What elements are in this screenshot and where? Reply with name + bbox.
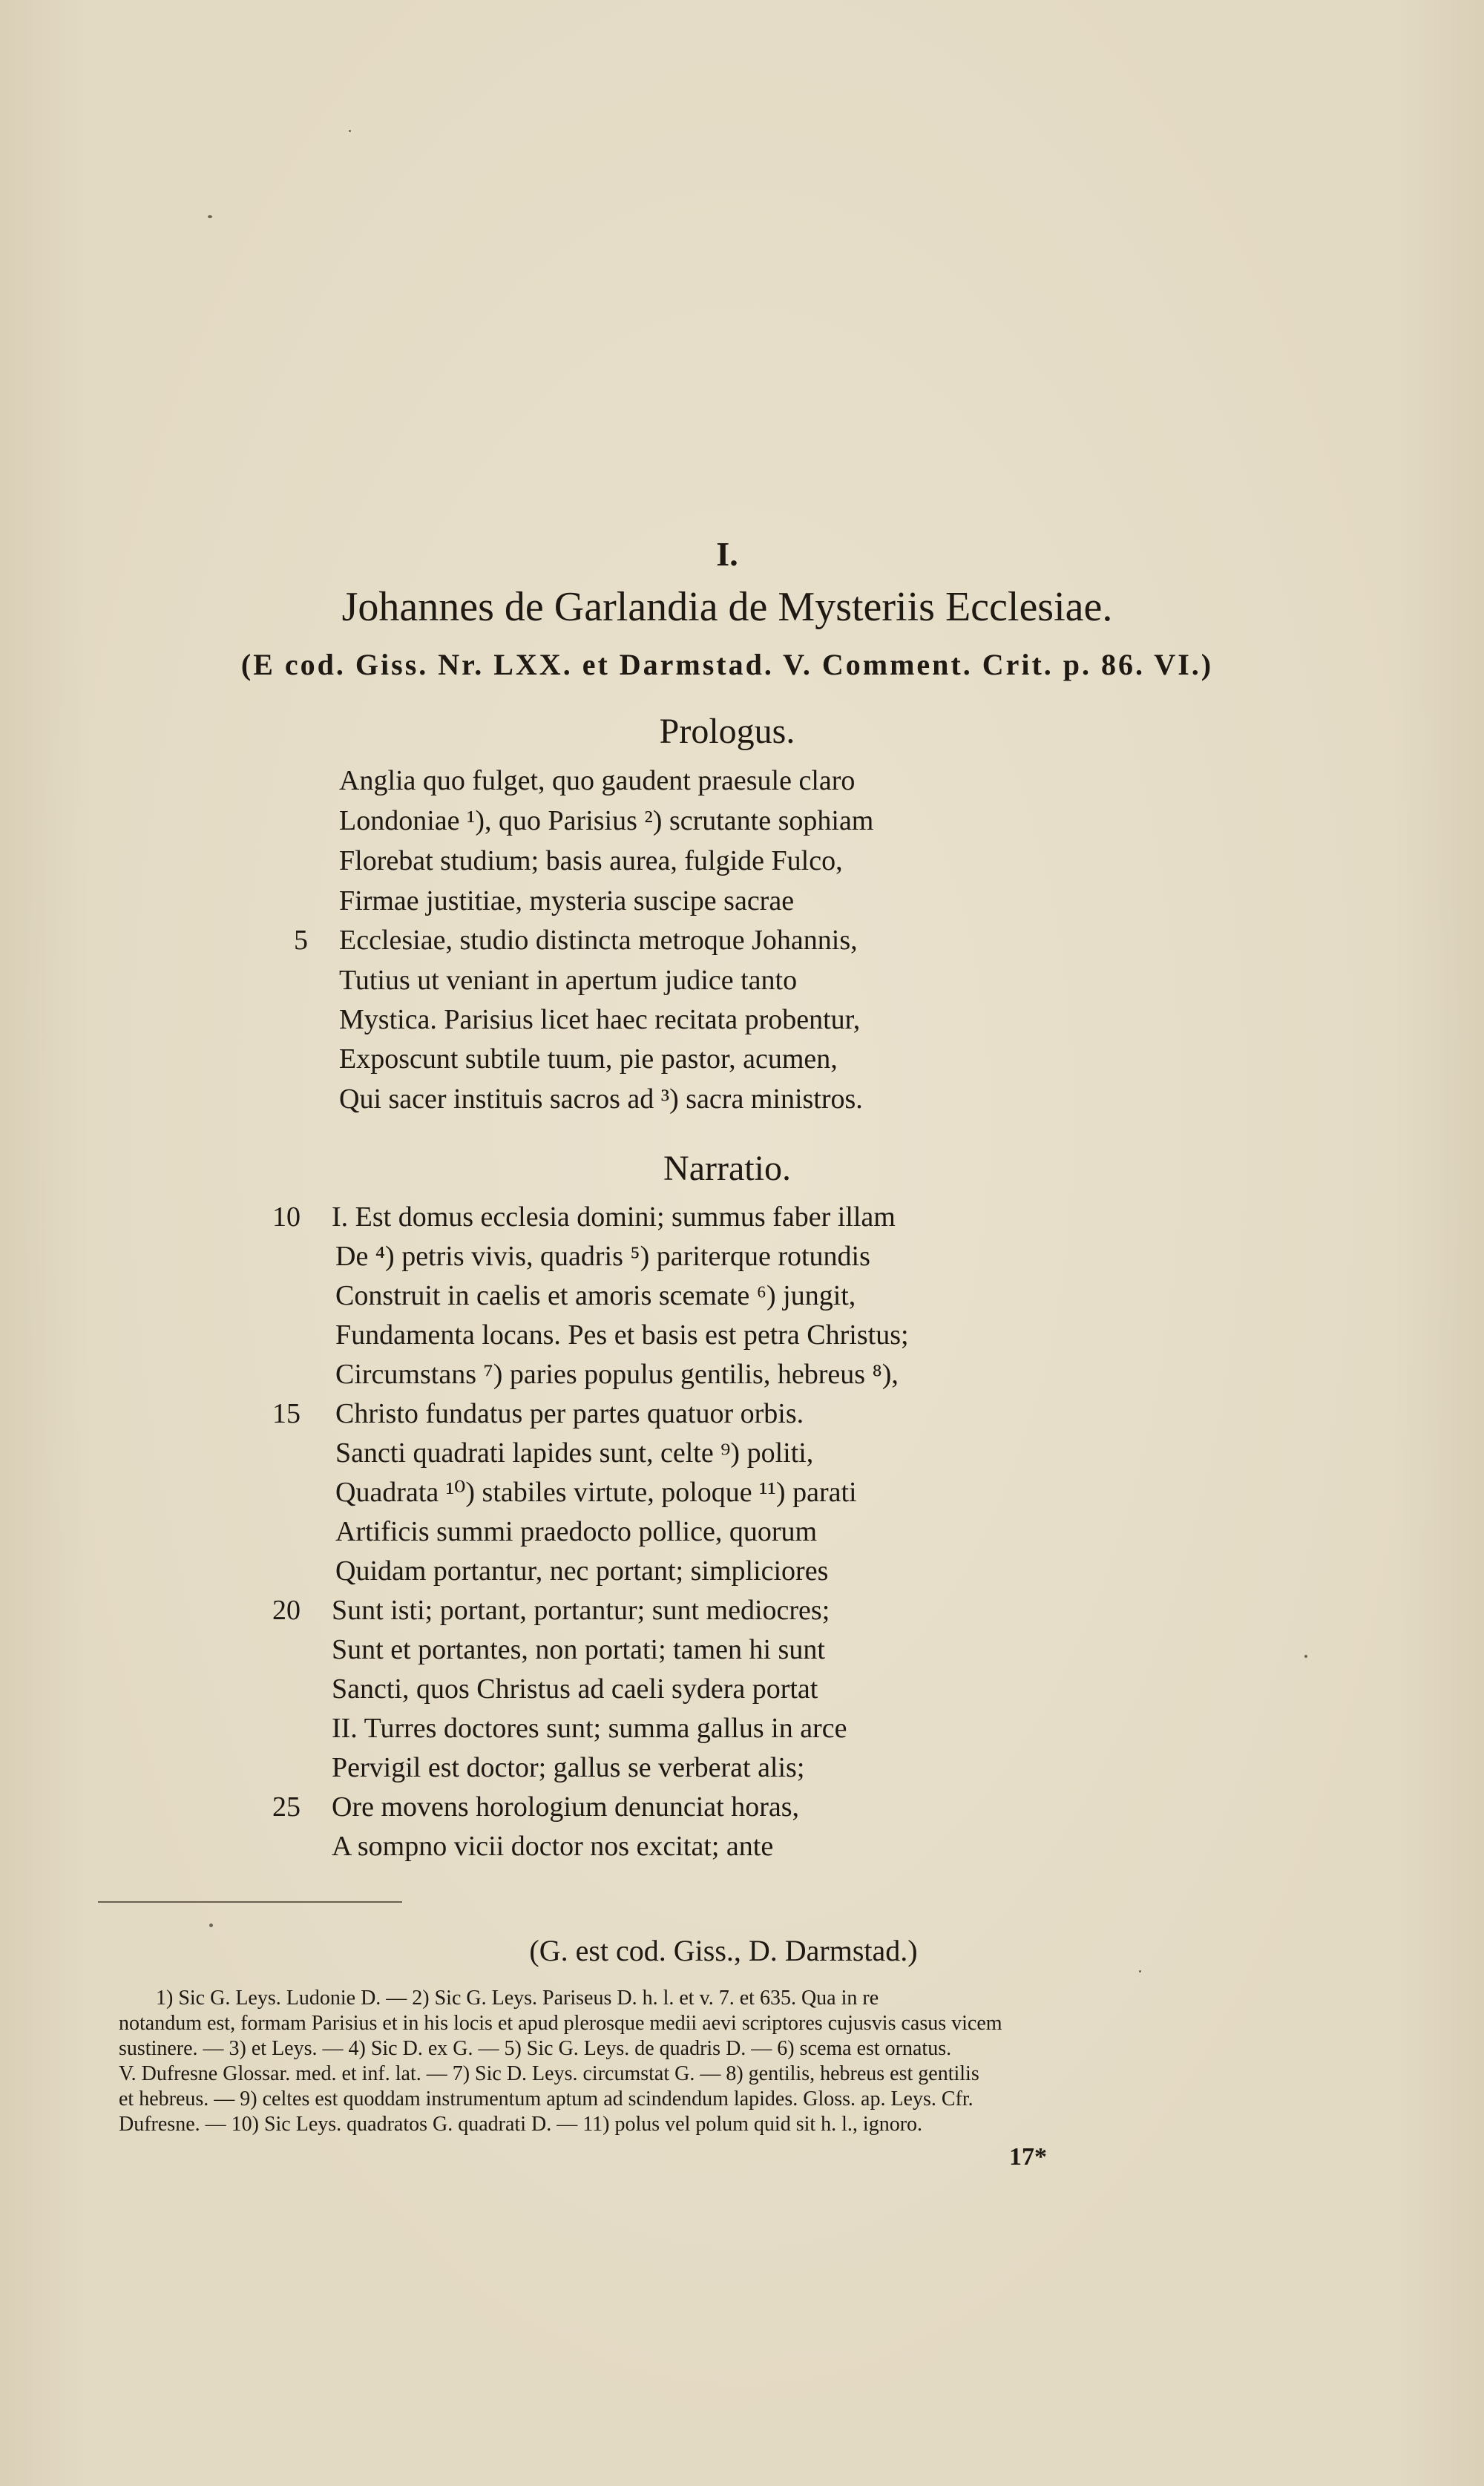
line-number: 15 [272,1398,301,1429]
verse-line: Sunt isti; portant, portantur; sunt mediocres; [332,1595,830,1626]
verse-line: Quidam portantur, nec portant; simpliciores [335,1555,829,1587]
verse-line: Sancti, quos Christus ad caeli sydera portat [332,1673,818,1705]
line-number: 10 [272,1201,301,1233]
footnote-line: sustinere. — 3) et Leys. — 4) Sic D. ex G. — 5) Sic G. Leys. de quadris D. — 6) scema est ornatus. [119,2037,952,2060]
line-number: 25 [272,1791,301,1823]
footnote-line: notandum est, formam Parisius et in his locis et apud plerosque medii aevi scriptores cujusvis casus vicem [119,2012,1002,2035]
paper-speck [1139,1970,1141,1972]
line-number: 5 [294,925,308,956]
verse-line: Mystica. Parisius licet haec recitata probentur, [339,1004,861,1035]
verse-line: I. Est domus ecclesia domini; summus faber illam [332,1201,896,1233]
verse-line: Tutius ut veniant in apertum judice tanto [339,965,798,996]
footnote-line: Dufresne. — 10) Sic Leys. quadratos G. quadrati D. — 11) polus vel polum quid sit h. l., ignoro. [119,2113,923,2136]
verse-line: Sancti quadrati lapides sunt, celte ⁹) politi, [335,1437,814,1469]
narratio-heading: Narratio. [663,1149,791,1188]
verse-line: Quadrata ¹⁰) stabiles virtute, poloque ¹¹) parati [335,1477,857,1508]
verse-line: Firmae justitiae, mysteria suscipe sacrae [339,885,795,916]
paper-speck [1304,1655,1307,1658]
verse-line: Sunt et portantes, non portati; tamen hi sunt [332,1634,825,1665]
footnote-key: (G. est cod. Giss., D. Darmstad.) [529,1934,918,1967]
verse-line: Ore movens horologium denunciat horas, [332,1791,800,1823]
paper-speck [349,130,351,132]
source-note: (E cod. Giss. Nr. LXX. et Darmstad. V. Comment. Crit. p. 86. VI.) [240,648,1214,681]
verse-line: Fundamenta locans. Pes et basis est petra Christus; [335,1319,909,1351]
prologus-heading: Prologus. [659,712,795,751]
verse-line: Florebat studium; basis aurea, fulgide Fulco, [339,845,843,876]
verse-line: Londoniae ¹), quo Parisius ²) scrutante sophiam [339,805,874,836]
signature-mark: 17* [1009,2143,1047,2171]
verse-line: Circumstans ⁷) paries populus gentilis, hebreus ⁸), [335,1359,899,1390]
page-title: Johannes de Garlandia de Mysteriis Ecclesiae. [341,584,1113,630]
paper-speck [208,215,212,218]
footnote-line: et hebreus. — 9) celtes est quoddam instrumentum aptum ad scindendum lapides. Gloss. ap. Leys. Cfr. [119,2087,974,2111]
verse-line: De ⁴) petris vivis, quadris ⁵) pariterque rotundis [335,1241,870,1272]
verse-line: Christo fundatus per partes quatuor orbis. [335,1398,804,1429]
verse-line: Artificis summi praedocto pollice, quorum [335,1516,818,1547]
footnote-line: V. Dufresne Glossar. med. et inf. lat. — 7) Sic D. Leys. circumstat G. — 8) gentilis, hebreus est gentilis [119,2062,979,2085]
paper-speck [209,1923,213,1927]
verse-line: Qui sacer instituis sacros ad ³) sacra ministros. [339,1083,863,1115]
footnote-line: 1) Sic G. Leys. Ludonie D. — 2) Sic G. Leys. Pariseus D. h. l. et v. 7. et 635. Qua in re [156,1987,879,2010]
verse-line: II. Turres doctores sunt; summa gallus in arce [332,1713,847,1744]
verse-line: Pervigil est doctor; gallus se verberat alis; [332,1752,805,1783]
verse-line: A sompno vicii doctor nos excitat; ante [332,1831,774,1862]
verse-line: Anglia quo fulget, quo gaudent praesule claro [339,765,856,796]
footnote-rule [98,1901,402,1903]
verse-line: Exposcunt subtile tuum, pie pastor, acumen, [339,1043,838,1075]
line-number: 20 [272,1595,301,1626]
section-number: I. [716,535,738,573]
verse-line: Ecclesiae, studio distincta metroque Johannis, [339,925,858,956]
verse-line: Construit in caelis et amoris scemate ⁶) jungit, [335,1280,856,1311]
